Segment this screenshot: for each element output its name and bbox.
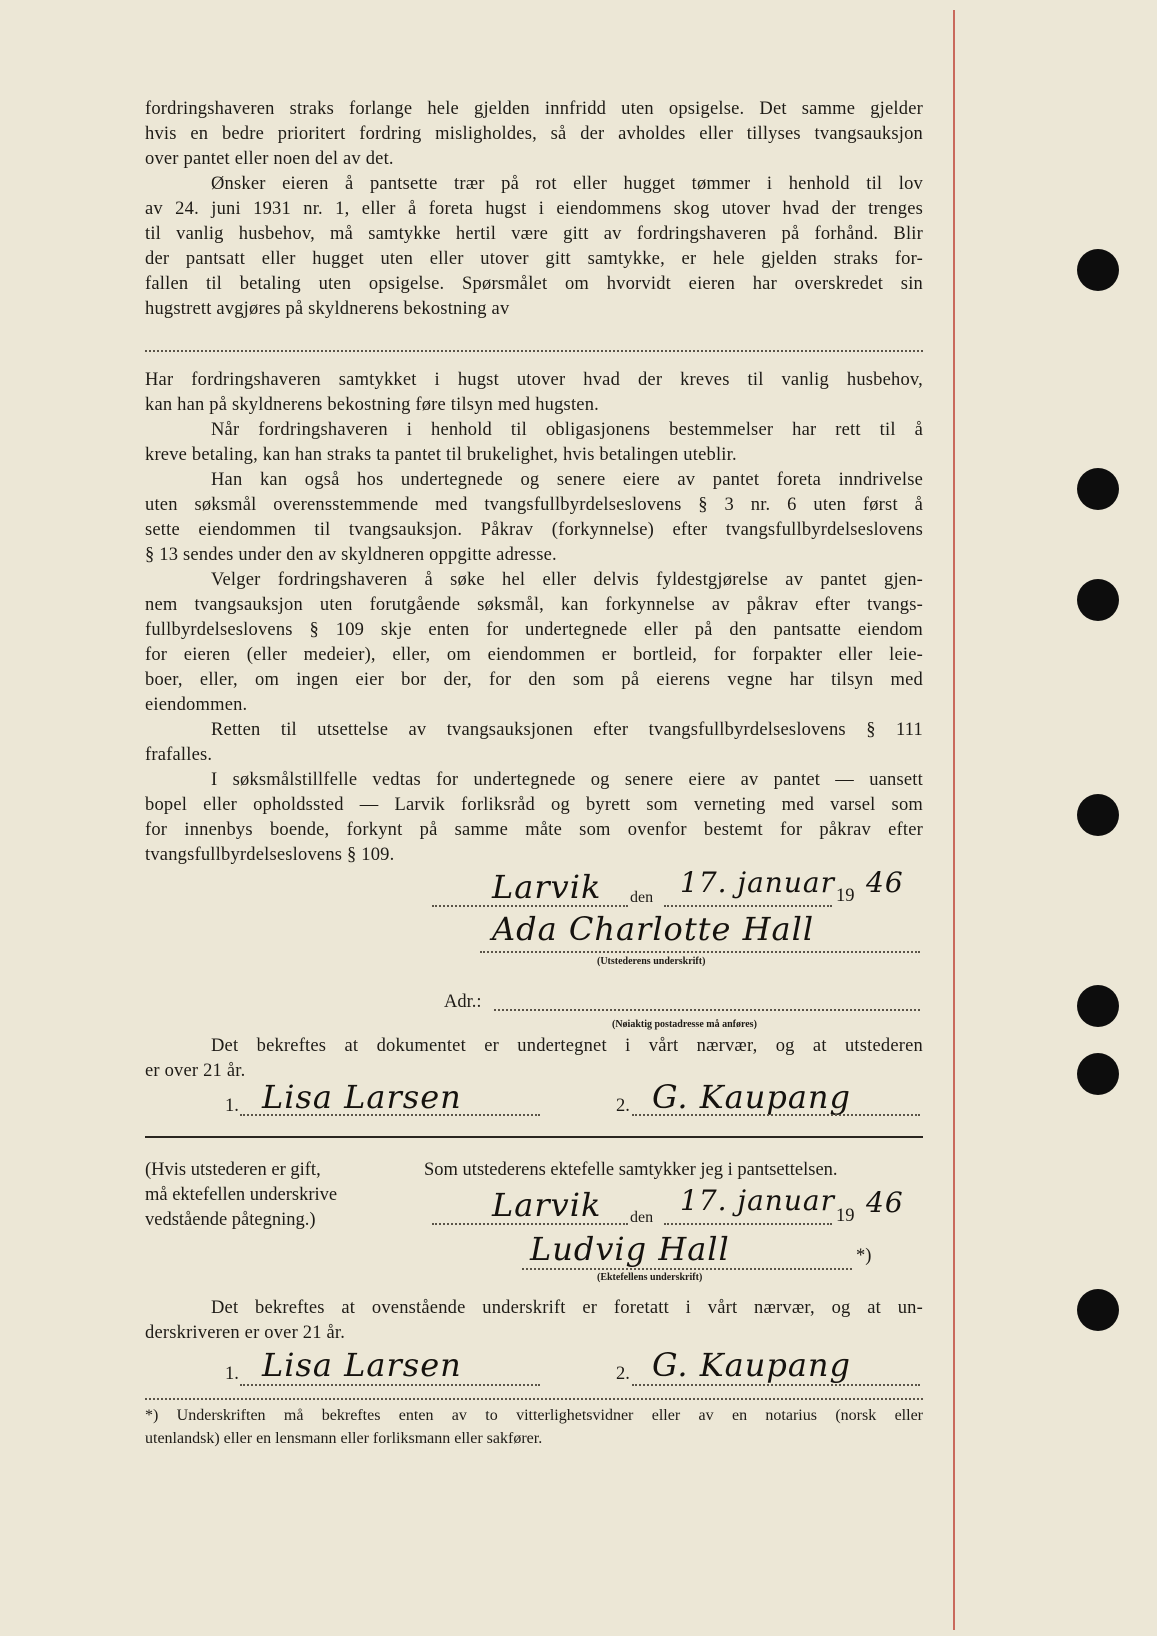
witness-1-fill-line: [240, 1114, 540, 1116]
witness-1-label: 1.: [225, 1364, 239, 1384]
witness-2-signature: G. Kaupang: [652, 1346, 852, 1384]
body-line: hvis en bedre prioritert fordring misligholdes, så der avholdes eller tillyses tvangsauksjon: [145, 124, 923, 144]
body-line: Retten til utsettelse av tvangsauksjonen efter tvangsfullbyrdelseslovens § 111: [211, 720, 923, 740]
place-fill-line: [432, 905, 628, 907]
body-line: § 13 sendes under den av skyldneren oppgitte adresse.: [145, 545, 557, 565]
date-fill-line: [664, 905, 832, 907]
body-line: Han kan også hos undertegnede og senere eiere av pantet foreta inndrivelse: [211, 470, 923, 490]
spouse-asterisk: *): [856, 1246, 872, 1266]
witness-2-fill-line: [632, 1114, 920, 1116]
body-line: boer, eller, om ingen eier bor der, for den som på eierens vegne har tilsyn med: [145, 670, 923, 690]
witness-2-label: 2.: [616, 1096, 630, 1116]
witness-2-signature: G. Kaupang: [652, 1078, 852, 1116]
section-divider: [145, 1136, 923, 1138]
witness-statement: Det bekreftes at dokumentet er undertegnet i vårt nærvær, og at utstederen: [211, 1036, 923, 1056]
place-fill-line: [432, 1223, 628, 1225]
body-line: Når fordringshaveren i henhold til obligasjonens bestemmelser har rett til å: [211, 420, 923, 440]
spouse-consent-text: Som utstederens ektefelle samtykker jeg i pantsettelsen.: [424, 1160, 838, 1180]
witness-1-fill-line: [240, 1384, 540, 1386]
body-line: kreve betaling, kan han straks ta pantet til brukelighet, hvis betalingen uteblir.: [145, 445, 737, 465]
body-line: Ønsker eieren å pantsette trær på rot eller hugget tømmer i henhold til lov: [211, 174, 923, 194]
body-line: eiendommen.: [145, 695, 248, 715]
body-line: Velger fordringshaveren å søke hel eller delvis fyldestgjørelse av pantet gjen-: [211, 570, 923, 590]
body-line: der pantsatt eller hugget uten eller utover gitt samtykke, er hele gjelden straks for-: [145, 249, 923, 269]
issuer-date-handwritten: 17. januar: [680, 866, 835, 899]
spouse-signature-caption: (Ektefellens underskrift): [597, 1272, 703, 1283]
body-line: fordringshaveren straks forlange hele gjelden innfridd uten opsigelse. Det samme gjelder: [145, 99, 923, 119]
witness-1-signature: Lisa Larsen: [262, 1078, 462, 1116]
body-line: for innenbys boende, forkynt på samme måte som ovenfor bestemt for påkrav efter: [145, 820, 923, 840]
body-line: uten søksmål overensstemmende med tvangsfullbyrdelseslovens § 3 nr. 6 uten først å: [145, 495, 923, 515]
issuer-year-prefix: 19: [836, 886, 855, 906]
footnote-divider: [145, 1398, 923, 1400]
body-line: hugstrett avgjøres på skyldnerens bekostning av: [145, 299, 510, 319]
body-line: nem tvangsauksjon uten forutgående søksmål, kan forkynnelse av påkrav efter tvangs-: [145, 595, 923, 615]
body-line: Har fordringshaveren samtykket i hugst utover hvad der kreves til vanlig husbehov,: [145, 370, 923, 390]
body-line: fullbyrdelseslovens § 109 skje enten for undertegnede eller på den pantsatte eiendom: [145, 620, 923, 640]
body-line: til vanlig husbehov, må samtykke hertil være gitt av fordringshaveren på forhånd. Blir: [145, 224, 923, 244]
punch-hole: [1077, 794, 1119, 836]
body-line: I søksmålstillfelle vedtas for undertegnede og senere eiere av pantet — uansett: [211, 770, 923, 790]
witness-2-fill-line: [632, 1384, 920, 1386]
spouse-note: vedstående påtegning.): [145, 1210, 316, 1230]
witness-1-signature: Lisa Larsen: [262, 1346, 462, 1384]
spouse-note: (Hvis utstederen er gift,: [145, 1160, 321, 1180]
witness-2-label: 2.: [616, 1364, 630, 1384]
address-label: Adr.:: [444, 992, 482, 1012]
punch-hole: [1077, 468, 1119, 510]
punch-hole: [1077, 1053, 1119, 1095]
dotted-fill-line: [145, 350, 923, 352]
spouse-date-handwritten: 17. januar: [680, 1184, 835, 1217]
body-line: tvangsfullbyrdelseslovens § 109.: [145, 845, 395, 865]
date-fill-line: [664, 1223, 832, 1225]
signature-fill-line: [480, 951, 920, 953]
issuer-place-handwritten: Larvik: [492, 868, 602, 906]
spouse-year-prefix: 19: [836, 1206, 855, 1226]
witness-statement: derskriveren er over 21 år.: [145, 1323, 346, 1343]
body-line: fallen til betaling uten opsigelse. Spørsmålet om hvorvidt eieren har overskredet sin: [145, 274, 923, 294]
footnote-line: utenlandsk) eller en lensmann eller forliksmann eller sakfører.: [145, 1430, 543, 1447]
witness-statement: er over 21 år.: [145, 1061, 246, 1081]
body-line: bopel eller opholdssted — Larvik forliksråd og byrett som verneting med varsel som: [145, 795, 923, 815]
body-line: over pantet eller noen del av det.: [145, 149, 394, 169]
witness-statement: Det bekreftes at ovenstående underskrift er foretatt i vårt nærvær, og at un-: [211, 1298, 923, 1318]
witness-1-label: 1.: [225, 1096, 239, 1116]
spouse-year-handwritten: 46: [866, 1186, 904, 1219]
spouse-den-label: den: [630, 1209, 654, 1226]
issuer-signature: Ada Charlotte Hall: [492, 910, 815, 948]
signature-fill-line: [522, 1268, 852, 1270]
body-line: av 24. juni 1931 nr. 1, eller å foreta hugst i eiendommens skog utover hvad der trenges: [145, 199, 923, 219]
issuer-den-label: den: [630, 889, 654, 906]
punch-hole: [1077, 249, 1119, 291]
address-caption: (Nøiaktig postadresse må anføres): [612, 1019, 757, 1030]
body-line: frafalles.: [145, 745, 213, 765]
spouse-note: må ektefellen underskrive: [145, 1185, 338, 1205]
address-fill-line: [494, 1009, 920, 1011]
punch-hole: [1077, 985, 1119, 1027]
body-line: for eieren (eller medeier), eller, om eiendommen er bortleid, for forpakter eller leie-: [145, 645, 923, 665]
red-margin-rule: [953, 10, 955, 1630]
body-line: sette eiendommen til tvangsauksjon. Påkrav (forkynnelse) efter tvangsfullbyrdelseslovens: [145, 520, 923, 540]
issuer-year-handwritten: 46: [866, 866, 904, 899]
spouse-signature: Ludvig Hall: [530, 1230, 730, 1268]
punch-hole: [1077, 579, 1119, 621]
issuer-signature-caption: (Utstederens underskrift): [597, 956, 706, 967]
punch-hole: [1077, 1289, 1119, 1331]
footnote-line: *) Underskriften må bekreftes enten av to vitterlighetsvidner eller av en notarius (norsk eller: [145, 1407, 923, 1424]
spouse-place-handwritten: Larvik: [492, 1186, 602, 1224]
body-line: kan han på skyldnerens bekostning føre tilsyn med hugsten.: [145, 395, 599, 415]
